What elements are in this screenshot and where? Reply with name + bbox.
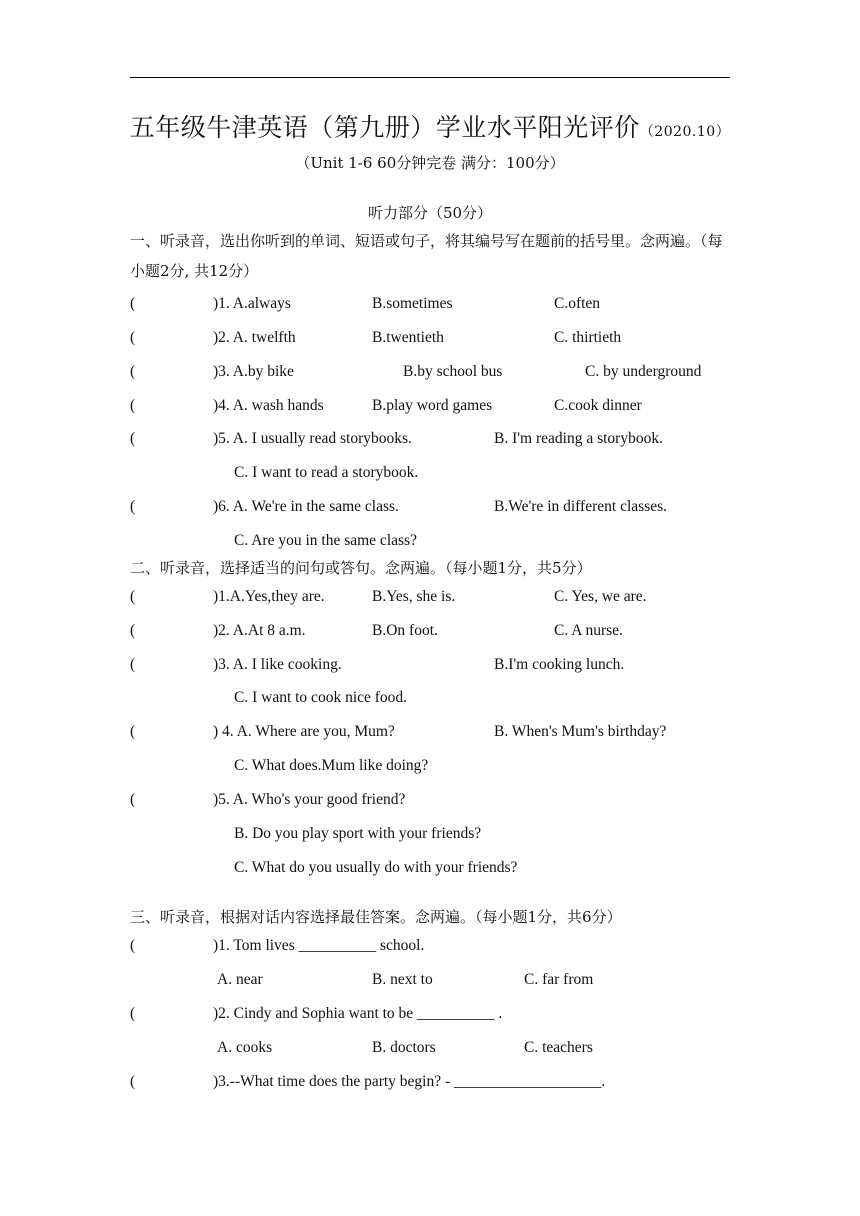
question-text: )3.--What time does the party begin? - ___________________. bbox=[213, 1073, 606, 1090]
question-text: )2. A.At 8 a.m. bbox=[213, 622, 306, 639]
answer-paren[interactable]: ( bbox=[130, 397, 136, 414]
answer-paren[interactable]: ( bbox=[130, 723, 136, 740]
option-b: B.On foot. bbox=[372, 622, 438, 639]
option-a: A. cooks bbox=[217, 1039, 273, 1056]
answer-paren[interactable]: ( bbox=[130, 588, 136, 605]
question-text: ) 4. A. Where are you, Mum? bbox=[213, 723, 395, 740]
option-c: C. Yes, we are. bbox=[554, 588, 647, 605]
section-3-heading: 三、听录音，根据对话内容选择最佳答案。念两遍。（每小题1分，共6分） bbox=[130, 908, 622, 926]
question-text: )4. A. wash hands bbox=[213, 397, 324, 414]
question-text: )3. A. I like cooking. bbox=[213, 656, 342, 673]
option-b: B.I'm cooking lunch. bbox=[494, 656, 625, 673]
answer-paren[interactable]: ( bbox=[130, 295, 136, 312]
answer-paren[interactable]: ( bbox=[130, 430, 136, 447]
question-text: )1.A.Yes,they are. bbox=[213, 588, 325, 605]
option-c: C. I want to cook nice food. bbox=[234, 689, 408, 706]
title-date: （2020.10） bbox=[639, 124, 731, 140]
option-b: B. When's Mum's birthday? bbox=[494, 723, 667, 740]
answer-paren[interactable]: ( bbox=[130, 656, 136, 673]
section-1-heading: 一、听录音，选出你听到的单词、短语或句子，将其编号写在题前的括号里。念两遍。（每小题2分, 共12分） bbox=[130, 232, 723, 280]
option-c: C. What does.Mum like doing? bbox=[234, 757, 429, 774]
question-text: )5. A. I usually read storybooks. bbox=[213, 430, 412, 447]
question-text: )1. A.always bbox=[213, 295, 291, 312]
question-text: )3. A.by bike bbox=[213, 363, 294, 380]
option-c: C. teachers bbox=[524, 1039, 593, 1056]
page-title bbox=[0, 108, 860, 144]
answer-paren[interactable]: ( bbox=[130, 622, 136, 639]
top-rule bbox=[130, 77, 730, 78]
option-b: B.sometimes bbox=[372, 295, 453, 312]
question-text: )2. Cindy and Sophia want to be __________ . bbox=[213, 1005, 503, 1022]
option-c: C. thirtieth bbox=[554, 329, 622, 346]
option-a: A. near bbox=[217, 971, 263, 988]
option-c: C.often bbox=[554, 295, 601, 312]
option-b: B. Do you play sport with your friends? bbox=[234, 825, 482, 842]
option-b: B.play word games bbox=[372, 397, 493, 414]
option-b: B.We're in different classes. bbox=[494, 498, 667, 515]
option-b: B.by school bus bbox=[403, 363, 503, 380]
question-text: )2. A. twelfth bbox=[213, 329, 296, 346]
option-c: C. A nurse. bbox=[554, 622, 623, 639]
option-b: B. next to bbox=[372, 971, 433, 988]
option-b: B. doctors bbox=[372, 1039, 436, 1056]
option-b: B.Yes, she is. bbox=[372, 588, 456, 605]
option-b: B. I'm reading a storybook. bbox=[494, 430, 663, 447]
answer-paren[interactable]: ( bbox=[130, 1073, 136, 1090]
section-2-heading: 二、听录音，选择适当的问句或答句。念两遍。（每小题1分，共5分） bbox=[130, 559, 592, 577]
question-text: )1. Tom lives __________ school. bbox=[213, 937, 425, 954]
answer-paren[interactable]: ( bbox=[130, 498, 136, 515]
option-c: C. by underground bbox=[585, 363, 702, 380]
page-subtitle: （Unit 1-6 60分钟完卷 满分：100分） bbox=[295, 154, 565, 172]
question-text: )6. A. We're in the same class. bbox=[213, 498, 399, 515]
option-c: C. I want to read a storybook. bbox=[234, 464, 419, 481]
answer-paren[interactable]: ( bbox=[130, 791, 136, 808]
listening-part-title: 听力部分（50分） bbox=[367, 204, 493, 222]
question-text: )5. A. Who's your good friend? bbox=[213, 791, 406, 808]
option-c: C. far from bbox=[524, 971, 594, 988]
option-c: C.cook dinner bbox=[554, 397, 642, 414]
answer-paren[interactable]: ( bbox=[130, 1005, 136, 1022]
option-b: B.twentieth bbox=[372, 329, 444, 346]
option-c: C. Are you in the same class? bbox=[234, 532, 417, 549]
answer-paren[interactable]: ( bbox=[130, 363, 136, 380]
answer-paren[interactable]: ( bbox=[130, 329, 136, 346]
answer-paren[interactable]: ( bbox=[130, 937, 136, 954]
option-c: C. What do you usually do with your friends? bbox=[234, 859, 518, 876]
title-text: 五年级牛津英语（第九册）学业水平阳光评价 bbox=[129, 113, 640, 142]
